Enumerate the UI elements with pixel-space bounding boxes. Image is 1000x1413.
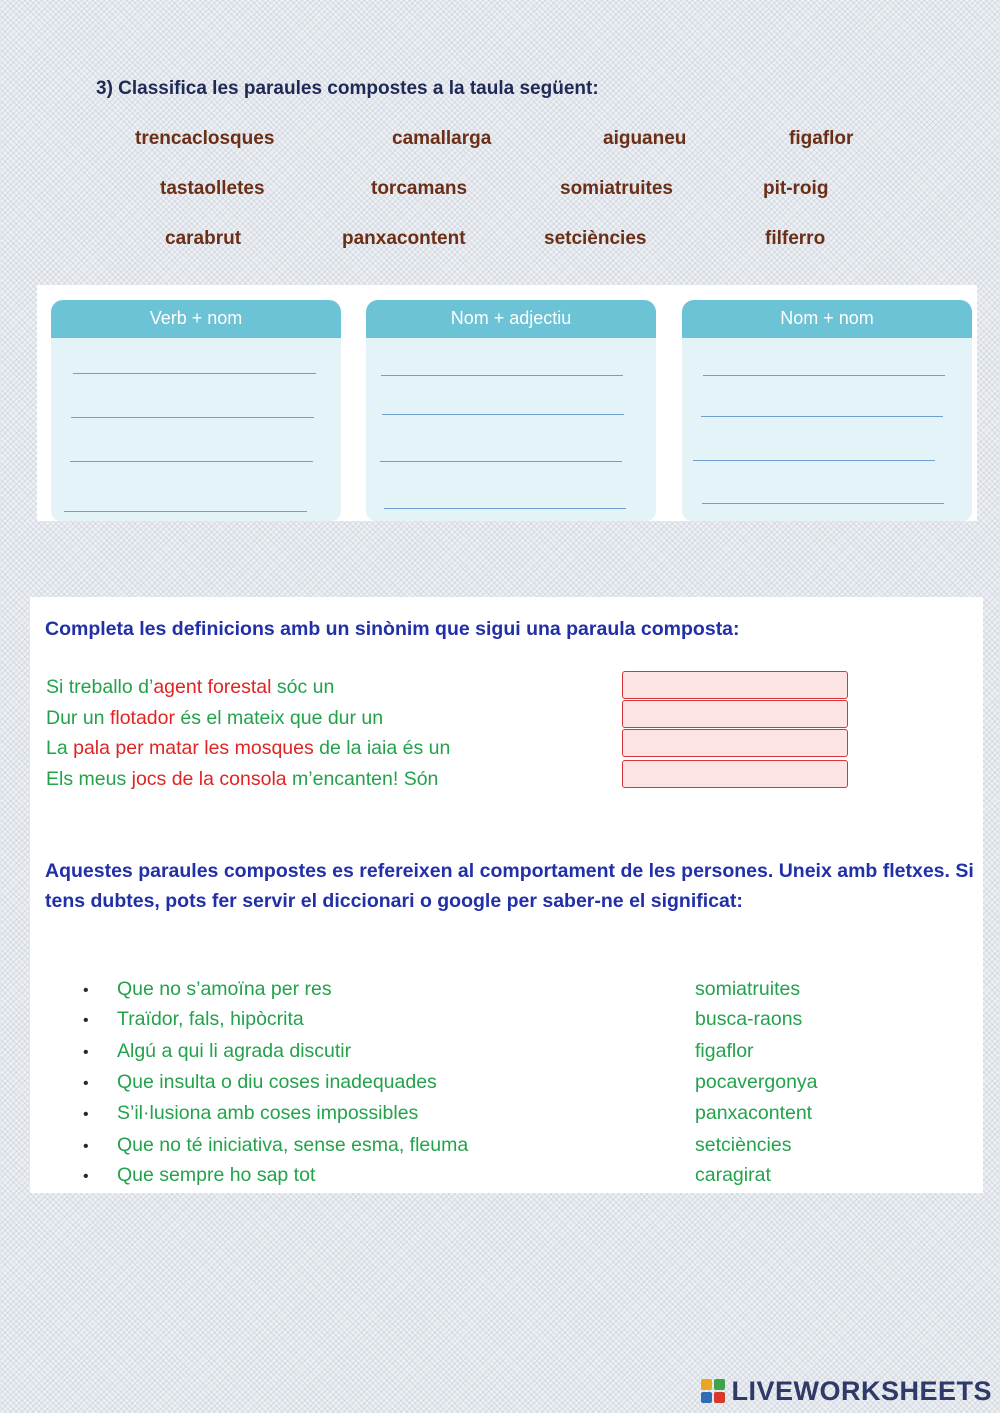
word-filferro: filferro xyxy=(765,228,826,249)
word-panxacontent: panxacontent xyxy=(342,228,466,249)
match-right-item[interactable]: panxacontent xyxy=(695,1102,813,1124)
match-right-item[interactable]: somiatruites xyxy=(695,978,801,1000)
bullet: • xyxy=(83,1075,89,1092)
match-left-text: S’il·lusiona amb coses impossibles xyxy=(117,1102,419,1124)
answer-field[interactable] xyxy=(384,508,626,509)
definition-highlight: pala per matar les mosques xyxy=(73,737,314,759)
match-left-text: Algú a qui li agrada discutir xyxy=(117,1040,352,1062)
logo-mark-icon xyxy=(701,1379,727,1405)
definition-line xyxy=(46,768,438,791)
match-left-item[interactable] xyxy=(83,1134,468,1157)
answer-field[interactable] xyxy=(71,417,314,418)
column-verb-nom xyxy=(51,300,341,521)
answer-field[interactable] xyxy=(703,375,945,376)
word-somiatruites: somiatruites xyxy=(560,178,673,199)
match-left-text: Que insulta o diu coses inadequades xyxy=(117,1071,437,1093)
definition-text: Si treballo d’ xyxy=(46,676,154,698)
exercise-panel xyxy=(30,597,983,1193)
match-right-item[interactable]: setciències xyxy=(695,1134,792,1156)
definition-text: La xyxy=(46,737,74,759)
exercise-3-title: 3) Classifica les paraules compostes a la taula següent: xyxy=(96,78,599,99)
column-header-nom-nom: Nom + nom xyxy=(682,300,972,338)
answer-input[interactable] xyxy=(622,671,848,699)
match-right-item[interactable]: figaflor xyxy=(695,1040,754,1062)
word-carabrut: carabrut xyxy=(165,228,242,249)
definition-line xyxy=(46,707,383,730)
answer-field[interactable] xyxy=(64,511,307,512)
column-header-nom-adjectiu: Nom + adjectiu xyxy=(366,300,656,338)
match-left-text: Que sempre ho sap tot xyxy=(117,1164,316,1186)
match-left-text: Que no té iniciativa, sense esma, fleuma xyxy=(117,1134,469,1156)
word-setciencies: setciències xyxy=(544,228,647,249)
classification-table xyxy=(37,285,977,521)
match-left-item[interactable] xyxy=(83,1164,315,1187)
word-figaflor: figaflor xyxy=(789,128,854,149)
answer-input[interactable] xyxy=(622,729,848,757)
match-left-item[interactable] xyxy=(83,978,332,1001)
word-trencaclosques: trencaclosques xyxy=(135,128,275,149)
bullet: • xyxy=(83,1106,89,1123)
match-left-item[interactable] xyxy=(83,1102,418,1125)
word-camallarga: camallarga xyxy=(392,128,492,149)
definition-text: sóc un xyxy=(271,676,335,698)
answer-field[interactable] xyxy=(381,375,623,376)
answer-field[interactable] xyxy=(380,461,622,462)
logo-text: LIVEWORKSHEETS xyxy=(731,1376,992,1406)
word-tastaolletes: tastaolletes xyxy=(160,178,265,199)
definition-text: m’encanten! Són xyxy=(286,768,439,790)
match-left-item[interactable] xyxy=(83,1008,304,1031)
definition-highlight: agent forestal xyxy=(153,676,272,698)
definition-highlight: flotador xyxy=(109,707,175,729)
match-left-text: Que no s’amoïna per res xyxy=(117,978,332,1000)
definition-text: de la iaia és un xyxy=(313,737,451,759)
answer-field[interactable] xyxy=(73,373,316,374)
definition-highlight: jocs de la consola xyxy=(131,768,287,790)
column-nom-adjectiu xyxy=(366,300,656,521)
answer-field[interactable] xyxy=(693,460,935,461)
definition-line xyxy=(46,676,334,699)
column-header-verb-nom: Verb + nom xyxy=(51,300,341,338)
definition-text: Els meus xyxy=(46,768,132,790)
match-right-item[interactable]: pocavergonya xyxy=(695,1071,818,1093)
definition-text: és el mateix que dur un xyxy=(175,707,384,729)
definition-line xyxy=(46,737,450,760)
column-nom-nom xyxy=(682,300,972,521)
word-torcamans: torcamans xyxy=(371,178,468,199)
bullet: • xyxy=(83,1044,89,1061)
bullet: • xyxy=(83,1012,89,1029)
word-pit-roig: pit-roig xyxy=(763,178,829,199)
definition-text: Dur un xyxy=(46,707,110,729)
liveworksheets-logo xyxy=(701,1376,992,1407)
answer-field[interactable] xyxy=(701,416,943,417)
answer-input[interactable] xyxy=(622,760,848,788)
match-right-item[interactable]: busca-raons xyxy=(695,1008,803,1030)
word-aiguaneu: aiguaneu xyxy=(603,128,687,149)
bullet: • xyxy=(83,1168,89,1185)
match-left-item[interactable] xyxy=(83,1040,351,1063)
answer-input[interactable] xyxy=(622,700,848,728)
definitions-title: Completa les definicions amb un sinònim que sigui una paraula composta: xyxy=(45,618,740,640)
match-right-item[interactable]: caragirat xyxy=(695,1164,771,1186)
answer-field[interactable] xyxy=(702,503,944,504)
answer-field[interactable] xyxy=(382,414,624,415)
match-left-text: Traïdor, fals, hipòcrita xyxy=(117,1008,304,1030)
match-left-item[interactable] xyxy=(83,1071,437,1094)
answer-field[interactable] xyxy=(70,461,313,462)
bullet: • xyxy=(83,1138,89,1155)
bullet: • xyxy=(83,982,89,999)
matching-instructions: Aquestes paraules compostes es refereixen al comportament de les persones. Uneix amb fletxes. Si tens dubtes, pots fer servir el diccionari o google per saber-ne el significat: xyxy=(45,860,974,912)
